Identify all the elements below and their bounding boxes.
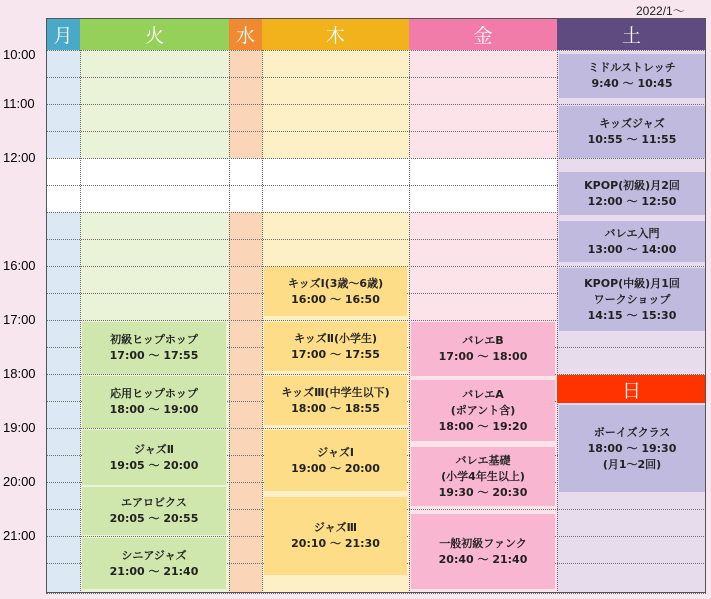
day-header-fri: 金 — [409, 18, 557, 50]
class-note: (月1～2回) — [602, 457, 662, 471]
class-time: 20:40 ～ 21:40 — [438, 552, 528, 566]
day-header-thu: 木 — [262, 18, 409, 50]
class-time: 12:00 ～ 12:50 — [587, 194, 677, 208]
class-time: 18:00 ～ 19:20 — [438, 419, 528, 433]
time-label: 12:00 — [3, 150, 36, 165]
class-name: シニアジャズ — [121, 548, 187, 562]
class-name: KPOP(中級)月1回 — [584, 276, 680, 290]
class-name: ボーイズクラス — [593, 425, 671, 439]
time-label: 11:00 — [3, 96, 35, 111]
class-note: (ポアント含) — [450, 403, 516, 417]
class-time: 13:00 ～ 14:00 — [587, 242, 677, 256]
version-label: 2022/1～ — [636, 4, 685, 18]
class-name: ミドルストレッチ — [588, 61, 676, 74]
time-label: 17:00 — [3, 312, 36, 327]
day-header-sun: 日 — [557, 375, 706, 403]
class-time: 16:00 ～ 16:50 — [291, 292, 380, 306]
class-name: ジャズⅡ — [133, 442, 175, 456]
day-header-wed: 水 — [229, 18, 262, 50]
class-name: 初級ヒップホップ — [110, 333, 198, 346]
class-time: 17:00 ～ 17:55 — [291, 347, 380, 361]
class-time: 18:00 ～ 19:00 — [109, 403, 199, 416]
day-header-mon: 月 — [46, 18, 80, 50]
class-time: 17:00 ～ 17:55 — [109, 349, 199, 362]
class-name: KPOP(初級)月2回 — [584, 178, 680, 192]
class-name: バレエB — [462, 334, 504, 347]
class-note: (小学4年生以上) — [441, 469, 525, 483]
class-name: 一般初級ファンク — [439, 536, 527, 550]
class-time: 20:10 ～ 21:30 — [291, 537, 380, 550]
time-label: 16:00 — [3, 258, 36, 273]
time-label: 19:00 — [3, 420, 36, 435]
class-name: ジャズⅠ — [317, 445, 354, 459]
class-time: 18:00 ～ 18:55 — [291, 401, 380, 415]
class-name: キッズⅠ(3歳～6歳) — [287, 276, 384, 290]
class-name: キッズジャズ — [599, 117, 665, 130]
day-header-sat: 土 — [557, 18, 706, 50]
class-time: 20:05 ～ 20:55 — [109, 512, 199, 525]
class-name: バレエA — [462, 387, 504, 401]
class-time: 9:40 ～ 10:45 — [591, 77, 673, 90]
class-name: バレエ基礎 — [455, 453, 511, 467]
class-note: ワークショップ — [593, 292, 671, 306]
class-time: 18:00 ～ 19:30 — [587, 441, 677, 455]
time-label: 20:00 — [3, 474, 36, 489]
class-name: ジャズⅢ — [313, 521, 358, 534]
time-label: 18:00 — [3, 366, 36, 381]
class-name: キッズⅢ(中学生以下) — [281, 385, 390, 399]
day-header-tue: 火 — [80, 18, 229, 50]
class-time: 10:55 ～ 11:55 — [587, 133, 677, 146]
time-label: 10:00 — [3, 47, 36, 62]
class-time: 19:30 ～ 20:30 — [438, 485, 528, 499]
class-name: 応用ヒップホップ — [110, 387, 198, 400]
time-label: 21:00 — [3, 528, 36, 543]
class-time: 19:00 ～ 20:00 — [291, 461, 380, 475]
class-name: エアロビクス — [121, 496, 187, 509]
class-name: キッズⅡ(小学生) — [293, 331, 378, 345]
class-time: 21:00 ～ 21:40 — [109, 564, 199, 578]
row-line — [46, 593, 706, 594]
class-name: バレエ入門 — [604, 226, 660, 240]
class-time: 19:05 ～ 20:00 — [109, 458, 199, 472]
class-time: 14:15 ～ 15:30 — [587, 308, 677, 322]
grid-frame — [46, 18, 706, 593]
class-time: 17:00 ～ 18:00 — [438, 350, 528, 363]
